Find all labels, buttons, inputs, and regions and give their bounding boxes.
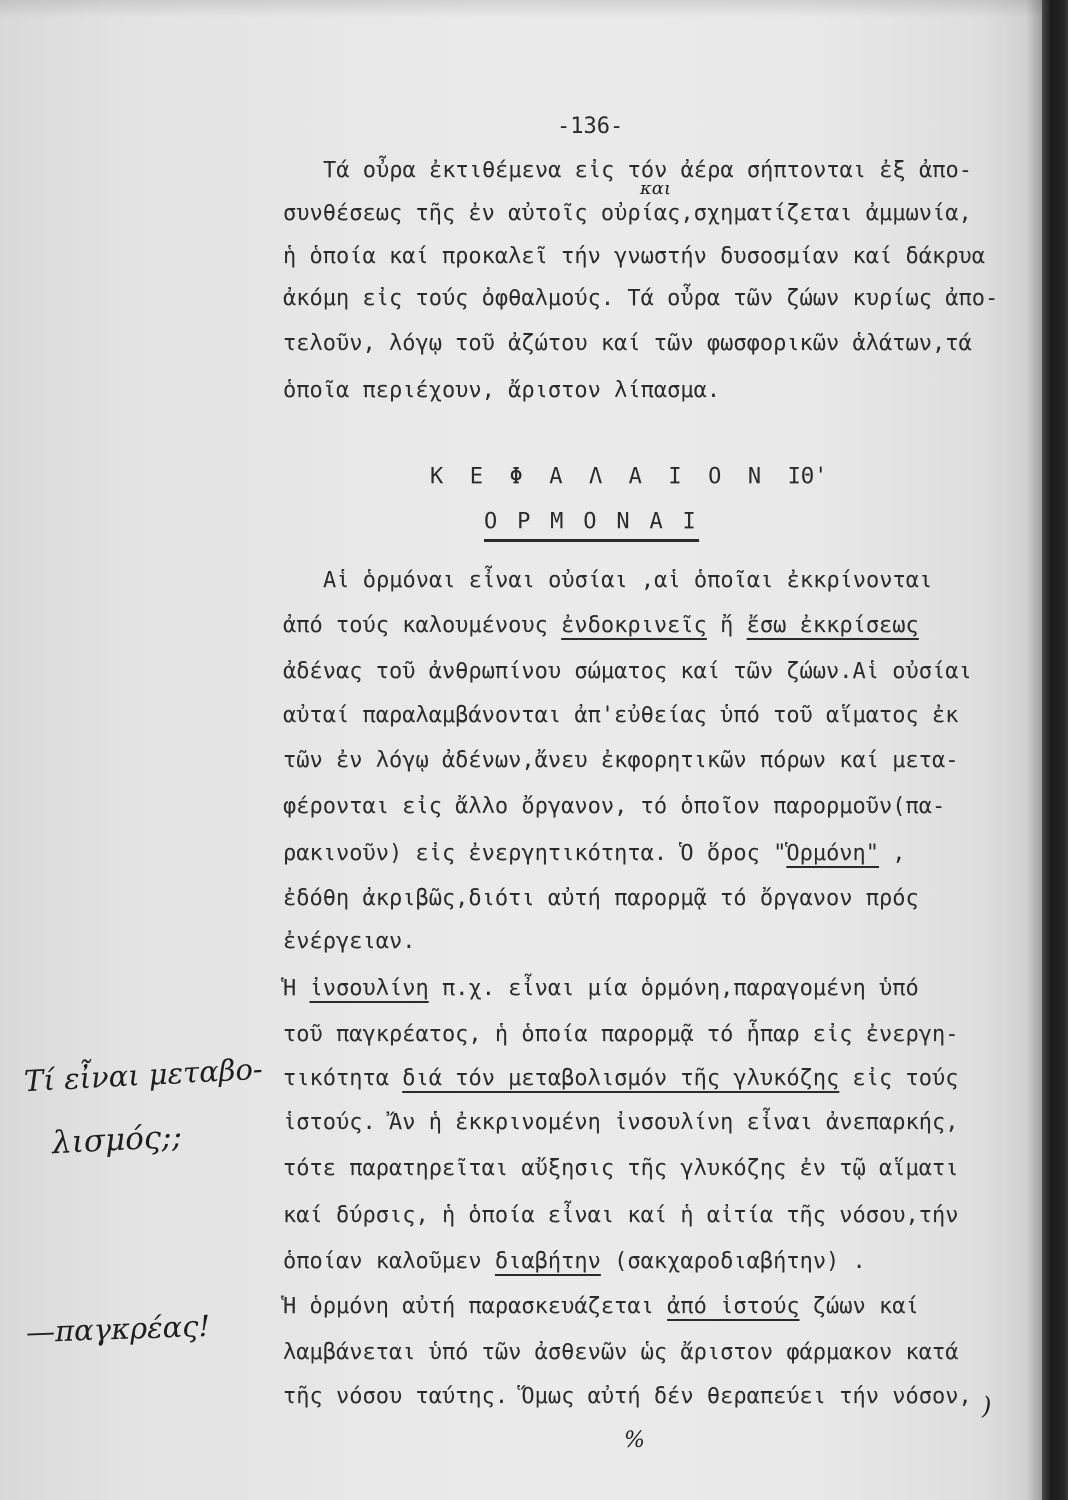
text-segment: τότε παρατηρεῖται αὔξησις τῆς γλυκόζης ἐν τῷ αἵματι bbox=[283, 1156, 959, 1181]
margin-note-pancreas: —παγκρέας! bbox=[25, 1308, 211, 1350]
paragraph-2-line bbox=[283, 840, 906, 868]
text-segment: τελοῦν, λόγῳ τοῦ ἀζώτου καί τῶν φωσφορικῶν ἁλάτων,τά bbox=[283, 331, 972, 356]
text-segment: ἀπό τούς καλουμένους bbox=[283, 613, 562, 638]
text-segment: Αἱ ὁρμόναι εἶναι οὐσίαι ,αἱ ὁποῖαι ἐκκρίνονται bbox=[323, 568, 933, 593]
paragraph-1-line bbox=[283, 243, 985, 271]
text-segment: π.χ. εἶναι μία ὁρμόνη,παραγομένη ὑπό bbox=[428, 976, 919, 1001]
paragraph-3-line bbox=[283, 1248, 866, 1276]
chapter-heading: Κ Ε Φ Α Λ Α Ι Ο Ν ΙΘ' bbox=[430, 464, 828, 489]
paragraph-4-line bbox=[283, 1293, 919, 1321]
text-segment: αὐταί παραλαμβάνονται ἀπ'εὐθείας ὑπό τοῦ αἵματος ἐκ bbox=[283, 703, 959, 728]
margin-note-line-1: Τί εἶναι μεταβο- bbox=[23, 1051, 264, 1099]
paragraph-3-line bbox=[283, 1065, 959, 1093]
text-segment: ζώων καί bbox=[799, 1294, 919, 1319]
handwritten-insertion: και bbox=[640, 178, 672, 199]
paragraph-3-line bbox=[283, 1202, 959, 1230]
paragraph-1-line bbox=[283, 285, 998, 313]
paragraph-3-line bbox=[283, 1021, 959, 1049]
text-segment: Ἡ bbox=[283, 976, 310, 1001]
underlined-term: ἀπό ἱστούς bbox=[667, 1294, 800, 1319]
paragraph-4-line bbox=[283, 1339, 959, 1367]
text-segment: τοῦ παγκρέατος, ἡ ὁποία παρορμᾷ τό ἧπαρ εἰς ἐνεργη- bbox=[283, 1022, 959, 1047]
paragraph-2-line bbox=[283, 928, 415, 956]
underlined-term: Ὁρμόνη" bbox=[786, 841, 880, 866]
text-segment: τῆς νόσου ταύτης. Ὅμως αὐτή δέν θεραπεύει τήν νόσον, bbox=[283, 1384, 972, 1409]
underlined-term: διά τόν μεταβολισμόν τῆς γλυκόζης bbox=[402, 1066, 840, 1091]
text-segment: ἡ ὁποία καί προκαλεῖ τήν γνωστήν δυσοσμίαν καί δάκρυα bbox=[283, 244, 985, 269]
paragraph-2-line bbox=[283, 702, 959, 730]
underlined-term: ἰνσουλίνη bbox=[309, 976, 429, 1001]
paragraph-3-line bbox=[283, 975, 919, 1003]
text-segment: ἱστούς. Ἄν ἡ ἐκκρινομένη ἰνσουλίνη εἶναι ἀνεπαρκής, bbox=[283, 1110, 959, 1135]
handwritten-bottom-mark: % bbox=[624, 1428, 645, 1453]
underlined-term: ἐνδοκρινεῖς bbox=[561, 613, 707, 638]
scan-right-edge bbox=[1042, 0, 1068, 1500]
paragraph-1-line bbox=[283, 377, 720, 405]
paragraph-3-line bbox=[283, 1155, 959, 1183]
text-segment: εἰς τούς bbox=[839, 1066, 959, 1091]
paragraph-1-line bbox=[283, 330, 972, 358]
chapter-title: Ο Ρ Μ Ο Ν Α Ι bbox=[484, 509, 700, 534]
paragraph-1-line bbox=[283, 200, 972, 228]
text-segment: ἐνέργειαν. bbox=[283, 929, 416, 954]
text-segment: ρακινοῦν) εἰς ἐνεργητικότητα. Ὁ ὅρος " bbox=[283, 841, 787, 866]
text-segment: ἐδόθη ἀκριβῶς,διότι αὐτή παρορμᾷ τό ὄργανον πρός bbox=[283, 886, 919, 911]
paragraph-2-line bbox=[283, 658, 972, 686]
text-segment: τικότητα bbox=[283, 1066, 403, 1091]
text-segment: καί δύρσις, ἡ ὁποία εἶναι καί ἡ αἰτία τῆς νόσου,τήν bbox=[283, 1203, 959, 1228]
text-segment: λαμβάνεται ὑπό τῶν ἀσθενῶν ὡς ἄριστον φάρμακον κατά bbox=[283, 1340, 959, 1365]
text-segment: , bbox=[879, 841, 906, 866]
scan-edge-shadow bbox=[1026, 0, 1042, 1500]
text-segment: ἤ bbox=[706, 613, 747, 638]
text-segment: ὁποίαν καλοῦμεν bbox=[283, 1249, 495, 1274]
underlined-term: διαβήτην bbox=[494, 1249, 601, 1274]
paragraph-3-line bbox=[283, 1109, 959, 1137]
paragraph-2-line bbox=[283, 885, 919, 913]
text-segment: Τά οὖρα ἐκτιθέμενα εἰς τόν ἀέρα σήπτονται ἐξ ἀπο- bbox=[323, 158, 973, 183]
text-segment: ἀδένας τοῦ ἀνθρωπίνου σώματος καί τῶν ζώων.Αἱ οὐσίαι bbox=[283, 659, 972, 684]
paragraph-4-line bbox=[283, 1383, 972, 1411]
scan-top-shade bbox=[0, 0, 1068, 18]
paragraph-2-line bbox=[323, 567, 932, 595]
paragraph-2-line bbox=[283, 612, 919, 640]
text-segment: ἀκόμη εἰς τούς ὀφθαλμούς. Τά οὖρα τῶν ζώων κυρίως ἀπο- bbox=[283, 286, 999, 311]
underlined-term: ἔσω ἐκκρίσεως bbox=[746, 613, 919, 638]
text-segment: τῶν ἐν λόγῳ ἀδένων,ἄνευ ἐκφορητικῶν πόρων καί μετα- bbox=[283, 748, 959, 773]
page-number: -136- bbox=[557, 114, 624, 139]
text-segment: συνθέσεως τῆς ἐν αὐτοῖς οὐρίας,σχηματίζεται ἀμμωνία, bbox=[283, 201, 972, 226]
text-segment: ὁποῖα περιέχουν, ἄριστον λίπασμα. bbox=[283, 378, 721, 403]
text-segment: Ἡ ὁρμόνη αὐτή παρασκευάζεται bbox=[283, 1294, 668, 1319]
text-segment: (σακχαροδιαβήτην) . bbox=[600, 1249, 866, 1274]
paragraph-2-line bbox=[283, 793, 945, 821]
margin-note-line-2: λισμός;; bbox=[51, 1118, 183, 1162]
paragraph-2-line bbox=[283, 747, 959, 775]
text-segment: φέρονται εἰς ἄλλο ὄργανον, τό ὁποῖον παρορμοῦν(πα- bbox=[283, 794, 946, 819]
handwritten-closing-mark: ) bbox=[982, 1392, 992, 1420]
